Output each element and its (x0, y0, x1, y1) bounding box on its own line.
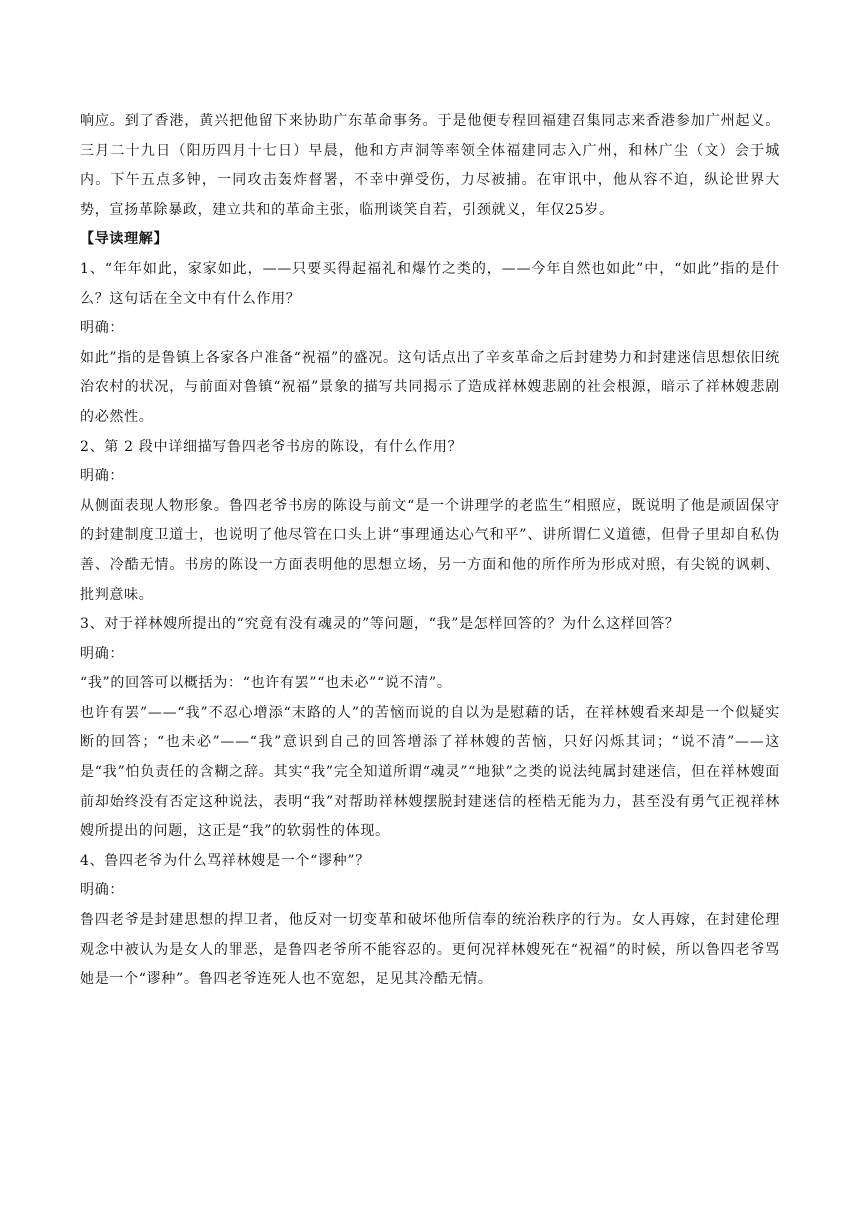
answer-4: 鲁四老爷是封建思想的捍卫者，他反对一切变革和破坏他所信奉的统治秩序的行为。女人再嫁，在封建伦理观念中被认为是女人的罪恶，是鲁四老爷所不能容忍的。更何况祥林嫂死在“祝福”的时候，所以鲁四老爷骂她是一个“谬种”。鲁四老爷连死人也不宽恕，足见其冷酷无情。 (80, 912, 780, 988)
intro-paragraph: 响应。到了香港，黄兴把他留下来协助广东革命事务。于是他便专程回福建召集同志来香港参加广州起义。三月二十九日（阳历四月十七日）早晨，他和方声洞等率领全体福建同志入广州，和林广尘（文）会于城内。下午五点多钟，一同攻击轰炸督署，不幸中弹受伤，力尽被捕。在审讯中，他从容不迫，纵论世界大势，宣扬革除暴政，建立共和的革命主张，临刑谈笑自若，引颈就义，年仅25岁。 (80, 113, 780, 218)
section-title: 【导读理解】 (80, 231, 169, 248)
answer-label-3: 明确： (80, 645, 125, 662)
answer-label-1: 明确： (80, 320, 125, 337)
question-3: 3、对于祥林嫂所提出的“究竟有没有魂灵的”等问题，“我”是怎样回答的？为什么这样回答？ (80, 616, 680, 633)
question-4: 4、鲁四老爷为什么骂祥林嫂是一个“谬种”？ (80, 852, 370, 869)
answer-label-4: 明确： (80, 882, 125, 899)
question-1: 1、“年年如此，家家如此，——只要买得起福礼和爆竹之类的，——今年自然也如此”中，“如此”指的是什么？这句话在全文中有什么作用？ (80, 260, 780, 307)
answer-3-detail: 也许有罢”——“我”不忍心增添“末路的人”的苦恼而说的自以为是慰藉的话，在祥林嫂看来却是一个似疑实断的回答；“也未必”——“我”意识到自己的回答增添了祥林嫂的苦恼，只好闪烁其词；“说不清”——这是“我”怕负责任的含糊之辞。其实“我”完全知道所谓“魂灵”“地狱”之类的说法纯属封建迷信，但在祥林嫂面前却始终没有否定这种说法，表明“我”对帮助祥林嫂摆脱封建迷信的桎梏无能为力，甚至没有勇气正视祥林嫂所提出的问题，这正是“我”的软弱性的体现。 (80, 704, 780, 840)
document-body (80, 107, 780, 995)
answer-1: 如此”指的是鲁镇上各家各户准备“祝福”的盛况。这句话点出了辛亥革命之后封建势力和封建迷信思想依旧统治农村的状况，与前面对鲁镇“祝福”景象的描写共同揭示了造成祥林嫂悲剧的社会根源，暗示了祥林嫂悲剧的必然性。 (80, 349, 780, 425)
answer-2: 从侧面表现人物形象。鲁四老爷书房的陈设与前文“是一个讲理学的老监生”相照应，既说明了他是顽固保守的封建制度卫道士，也说明了他尽管在口头上讲“事理通达心气和平”、讲所谓仁义道德，但骨子里却自私伪善、冷酷无情。书房的陈设一方面表明他的思想立场，另一方面和他的所作所为形成对照，有尖锐的讽刺、批判意味。 (80, 497, 780, 603)
answer-3-summary: “我”的回答可以概括为：“也许有罢”“也未必”“说不清”。 (80, 675, 452, 692)
answer-label-2: 明确： (80, 468, 125, 485)
question-2: 2、第 2 段中详细描写鲁四老爷书房的陈设，有什么作用？ (80, 438, 463, 455)
